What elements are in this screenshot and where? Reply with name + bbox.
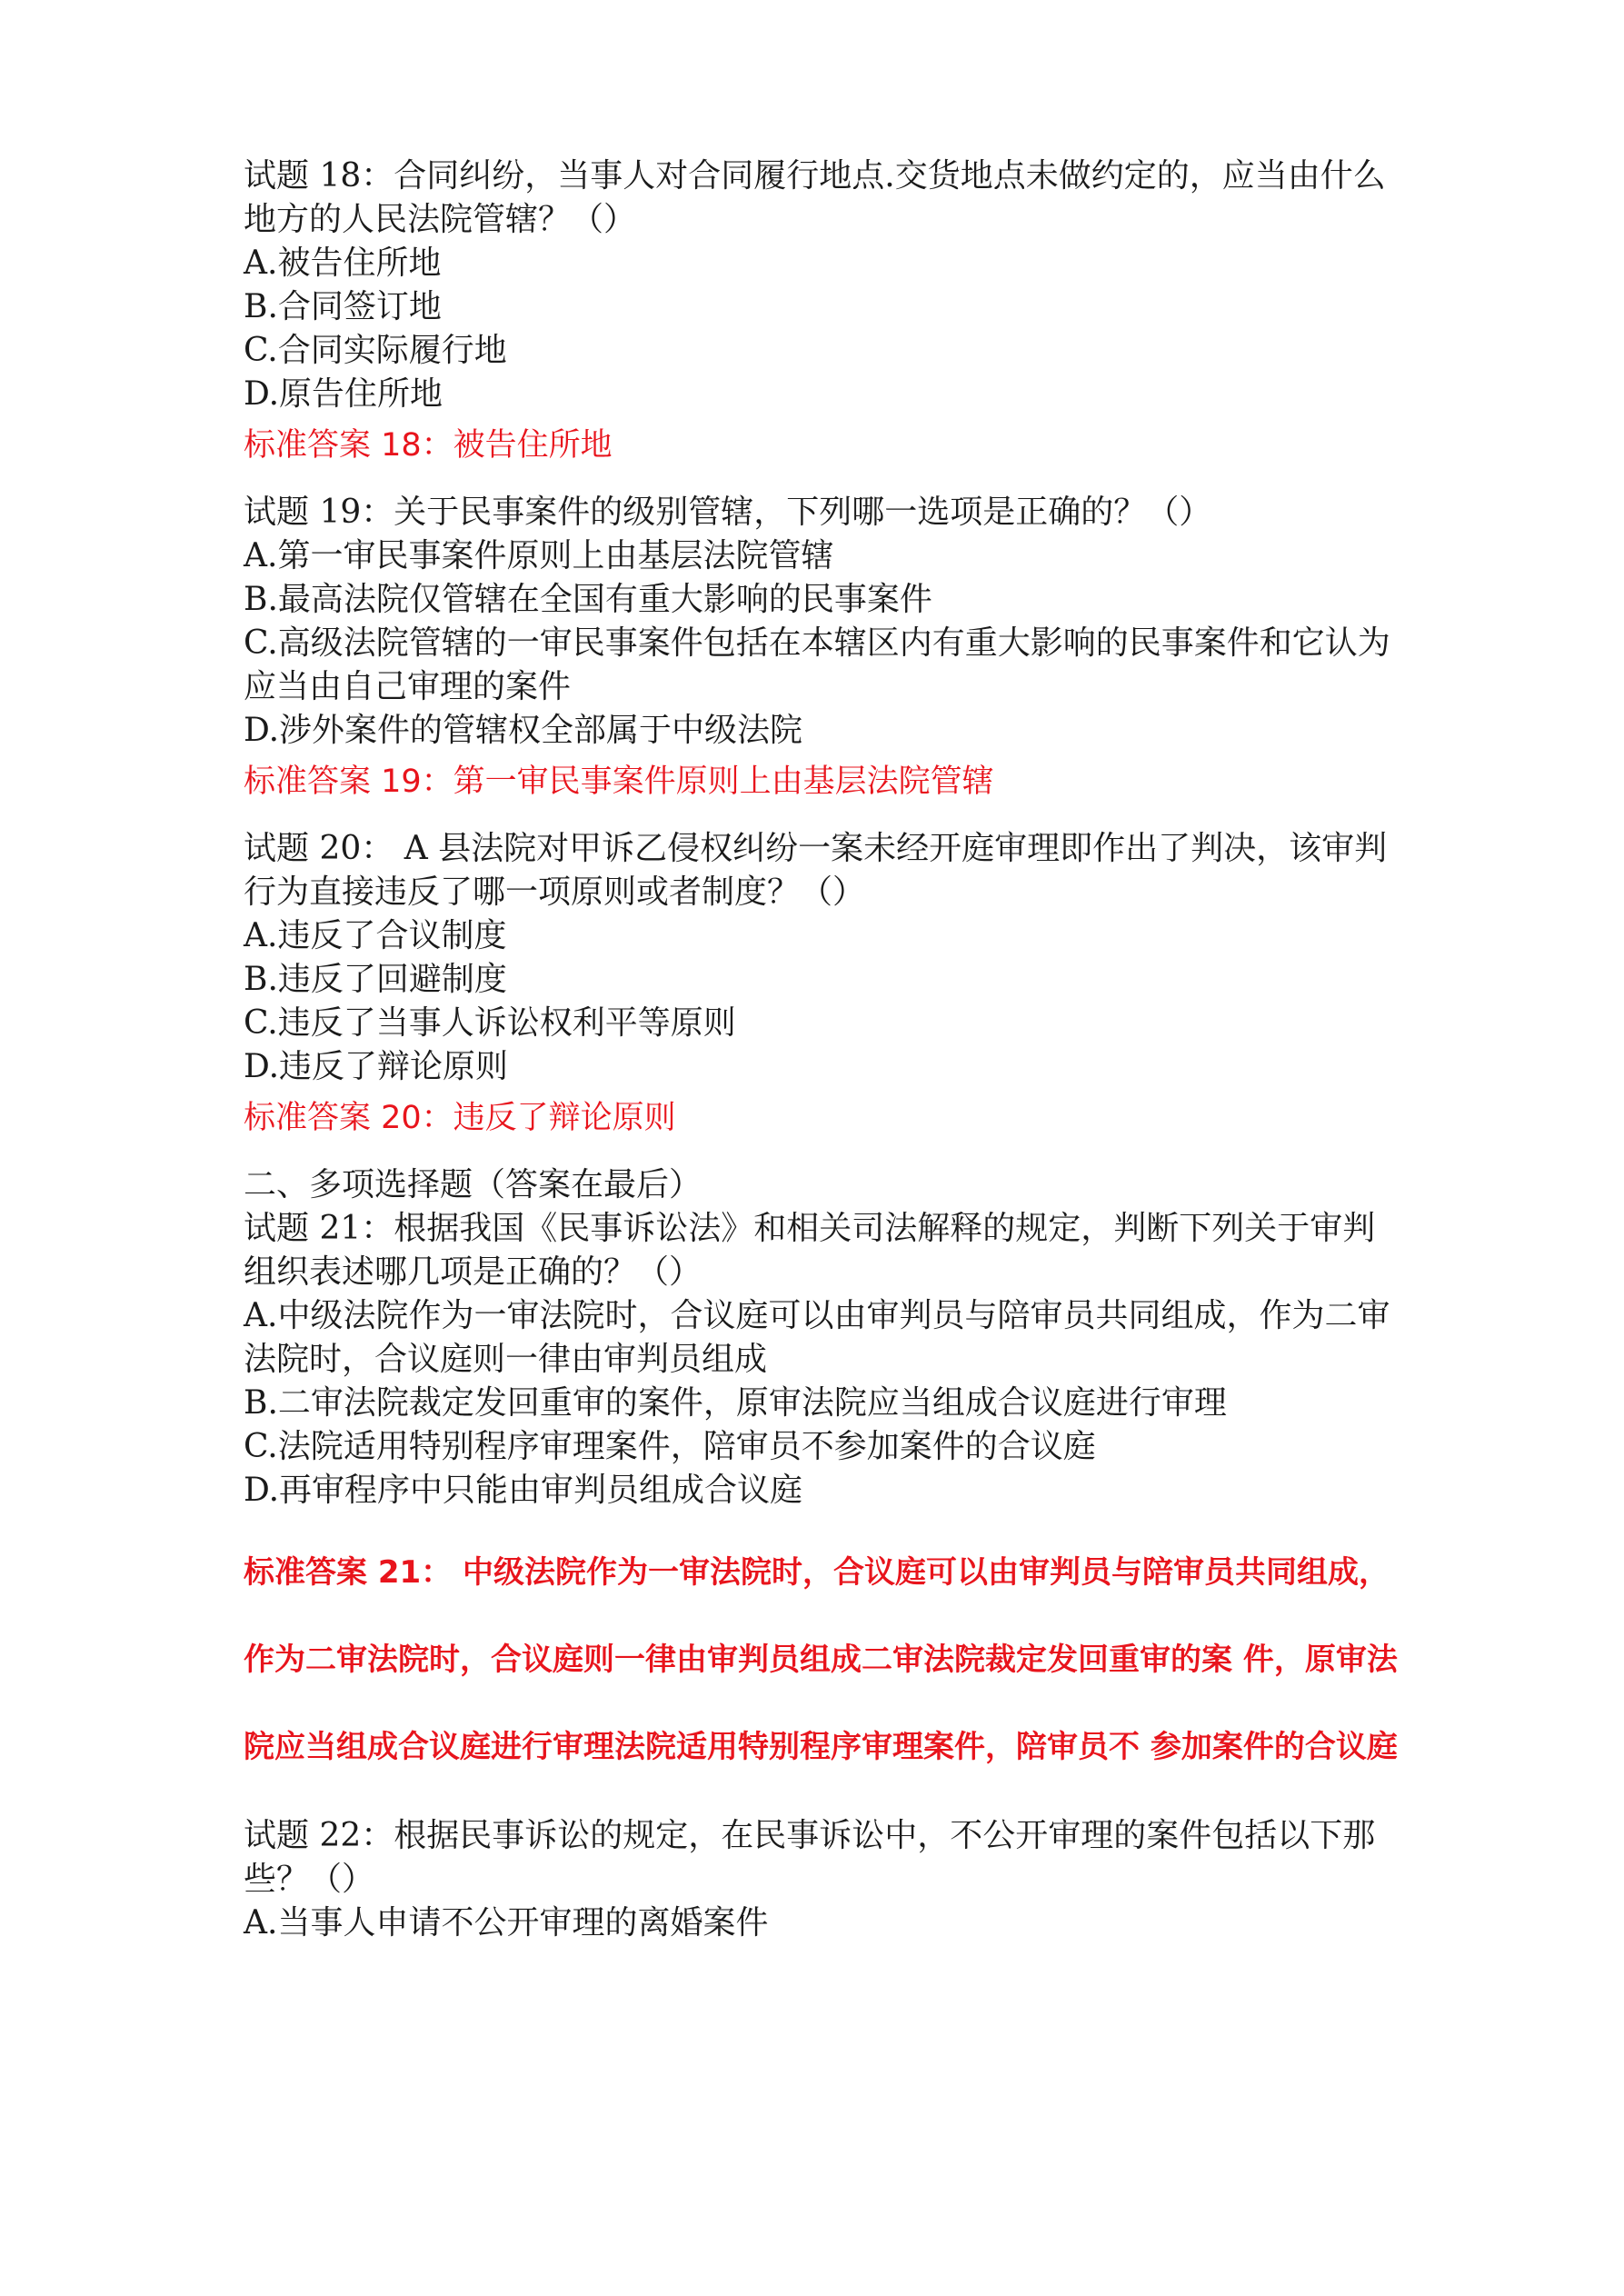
option-d: D.涉外案件的管辖权全部属于中级法院 [244,712,803,749]
option-a: A.违反了合议制度 [244,917,507,954]
option-b: B.最高法院仅管辖在全国有重大影响的民事案件 [244,581,932,618]
option-b: B.违反了回避制度 [244,961,507,998]
document-page [244,155,1407,1969]
question-stem: 试题 20： A 县法院对甲诉乙侵权纠纷一案未经开庭审理即作出了判决，该审判行为直接违反了哪一项原则或者制度？（） [244,830,1388,911]
option-a: A.第一审民事案件原则上由基层法院管辖 [244,537,834,574]
question-stem: 试题 21：根据我国《民事诉讼法》和相关司法解释的规定，判断下列关于审判 组织表述哪几项是正确的？（） [244,1210,1376,1291]
question-22 [244,1814,1407,1945]
standard-answer: 标准答案 20：违反了辩论原则 [244,1100,676,1136]
question-19 [244,491,1407,804]
option-d: D.原告住所地 [244,375,443,413]
option-c: C.违反了当事人诉讼权利平等原则 [244,1004,736,1042]
option-a: A.当事人申请不公开审理的离婚案件 [244,1904,769,1942]
question-stem: 试题 18：合同纠纷，当事人对合同履行地点.交货地点未做约定的，应当由什么 地方的人民法院管辖？（） [244,157,1386,238]
standard-answer: 标准答案 18：被告住所地 [244,427,613,464]
question-21 [244,1207,1407,1791]
standard-answer: 标准答案 21： 中级法院作为一审法院时，合议庭可以由审判员与陪审员共同组成，作为二审法院时，合议庭则一律由审判员组成二审法院裁定发回重审的案 件，原审法院应当组成合议庭进行审理法院适用特别程序审理案件，陪审员不 参加案件的合议庭 [244,1554,1398,1765]
option-a: A.被告住所地 [244,245,442,282]
option-d: D.再审程序中只能由审判员组成合议庭 [244,1472,803,1509]
option-b: B.合同签订地 [244,288,442,325]
question-stem: 试题 22：根据民事诉讼的规定，在民事诉讼中，不公开审理的案件包括以下那 些？（） [244,1817,1376,1898]
option-a: A.中级法院作为一审法院时，合议庭可以由审判员与陪审员共同组成，作为二审法院时，合议庭则一律由审判员组成 [244,1297,1390,1378]
option-d: D.违反了辩论原则 [244,1048,509,1085]
option-c: C.合同实际履行地 [244,332,507,369]
section-heading: 二、多项选择题（答案在最后） [244,1166,702,1203]
question-18 [244,155,1407,467]
question-stem: 试题 19：关于民事案件的级别管辖，下列哪一选项是正确的？（） [244,494,1212,531]
question-20 [244,827,1407,1140]
option-c: C.高级法院管辖的一审民事案件包括在本辖区内有重大影响的民事案件和它认为应当由自己审理的案件 [244,624,1390,705]
standard-answer: 标准答案 19：第一审民事案件原则上由基层法院管辖 [244,764,994,800]
option-b: B.二审法院裁定发回重审的案件，原审法院应当组成合议庭进行审理 [244,1384,1227,1422]
option-c: C.法院适用特别程序审理案件，陪审员不参加案件的合议庭 [244,1428,1096,1465]
